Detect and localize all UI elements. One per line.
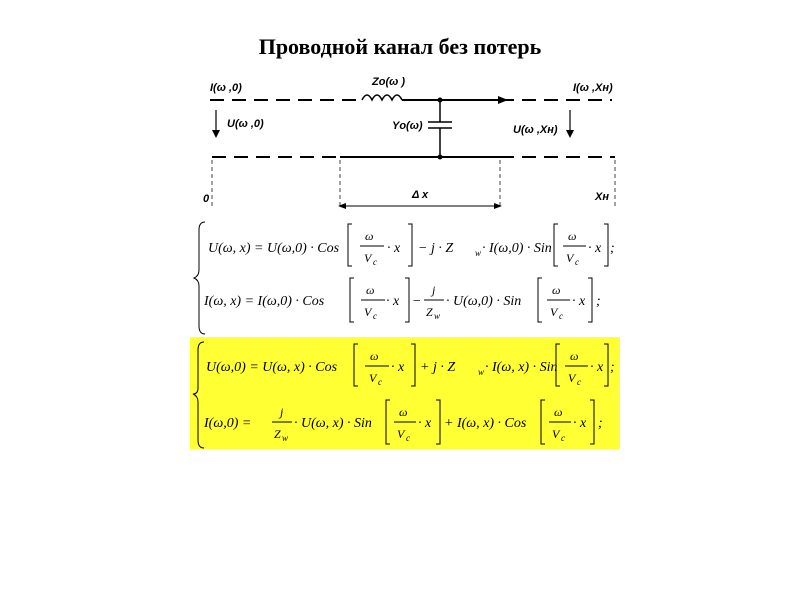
eq2-frac1-sub: c	[373, 311, 377, 321]
eq4-lhs: I(ω,0) =	[204, 416, 252, 431]
eq4-x1: · x	[418, 416, 432, 431]
eq3-end: ;	[610, 360, 615, 375]
label-i-left: I(ω ,0)	[210, 82, 242, 94]
label-i-right: I(ω ,Xн)	[573, 82, 613, 94]
eq2-x1: · x	[386, 294, 400, 309]
eq3-mid2: · I(ω, x) · Sin	[485, 360, 558, 375]
eq1-lhs: U(ω, x) = U(ω,0) · Cos	[208, 241, 340, 256]
eq4-mid-num: j	[280, 405, 284, 419]
delta-x-arrow	[338, 203, 502, 209]
eq3-frac1-sub: c	[378, 377, 382, 387]
eq2-mid-sub: w	[434, 311, 441, 321]
node-top	[438, 98, 443, 103]
eq4-frac2-num: ω	[554, 405, 563, 419]
label-y: Yо(ω)	[392, 120, 423, 132]
eq1-x1: · x	[387, 241, 401, 256]
eq2-frac2-sub: c	[559, 311, 563, 321]
eq2-frac2-den: V	[550, 305, 558, 319]
eq2-mid-den: Z	[426, 305, 433, 319]
eq3-x1: · x	[391, 360, 405, 375]
capacitor-branch	[428, 100, 452, 157]
eq2-frac1-num: ω	[366, 283, 375, 297]
eq1-frac2-num: ω	[568, 229, 577, 243]
eq1-frac1-den: V	[364, 251, 372, 265]
eq3-lhs: U(ω,0) = U(ω, x) · Cos	[206, 360, 338, 375]
eq3-mid-sub: w	[478, 367, 485, 377]
eq3-x2: · x	[590, 360, 604, 375]
eq2-frac2-num: ω	[552, 283, 561, 297]
label-z: Zо(ω )	[372, 76, 405, 88]
eq1-frac1-num: ω	[365, 229, 374, 243]
equation-system-1	[194, 222, 615, 334]
eq3-frac1-den: V	[369, 371, 377, 385]
eq4-frac1-den: V	[397, 427, 405, 441]
eq4-frac2-sub: c	[561, 433, 565, 443]
eq2-lhs: I(ω, x) = I(ω,0) · Cos	[204, 294, 325, 309]
eq1-mid2: · I(ω,0) · Sin	[482, 241, 552, 256]
eq3-frac1-num: ω	[370, 349, 379, 363]
eq1-frac1-sub: c	[373, 257, 377, 267]
eq2-mid-num: j	[432, 283, 436, 297]
label-zero: 0	[203, 193, 210, 205]
eq4-mid2: · U(ω, x) · Sin	[294, 416, 372, 431]
eq3-frac2-num: ω	[570, 349, 579, 363]
eq4-end: ;	[598, 416, 603, 431]
node-bottom	[438, 155, 443, 160]
eq3-mid: + j · Z	[420, 360, 456, 375]
label-u-left: U(ω ,0)	[227, 118, 264, 130]
eq1-mid: − j · Z	[418, 241, 454, 256]
eq4-mid-den: Z	[274, 427, 281, 441]
eq1-mid-sub: w	[475, 248, 482, 258]
current-arrow-right	[498, 96, 508, 104]
eq4-x2: · x	[573, 416, 587, 431]
label-xn: Xн	[595, 191, 609, 203]
eq4-frac1-num: ω	[399, 405, 408, 419]
eq2-minus: −	[412, 294, 422, 309]
eq4-frac2-den: V	[552, 427, 560, 441]
label-dx: Δ x	[412, 189, 429, 201]
eq1-x2: · x	[588, 241, 602, 256]
eq4-mid-sub: w	[282, 433, 289, 443]
eq1-frac2-sub: c	[575, 257, 579, 267]
eq1-end: ;	[610, 241, 615, 256]
eq2-x2: · x	[572, 294, 586, 309]
eq4-plus: + I(ω, x) · Cos	[444, 416, 527, 431]
eq1-frac2-den: V	[566, 251, 574, 265]
eq2-mid2: · U(ω,0) · Sin	[446, 294, 522, 309]
eq3-frac2-sub: c	[577, 377, 581, 387]
eq4-frac1-sub: c	[406, 433, 410, 443]
voltage-arrow-right	[566, 110, 574, 138]
system-brace-1	[194, 222, 205, 334]
eq2-end: ;	[596, 294, 601, 309]
eq3-frac2-den: V	[568, 371, 576, 385]
eq2-frac1-den: V	[364, 305, 372, 319]
top-conductor	[210, 95, 612, 100]
voltage-arrow-left	[212, 110, 220, 138]
page-title: Проводной канал без потерь	[258, 34, 542, 59]
label-u-right: U(ω ,Xн)	[513, 124, 558, 136]
